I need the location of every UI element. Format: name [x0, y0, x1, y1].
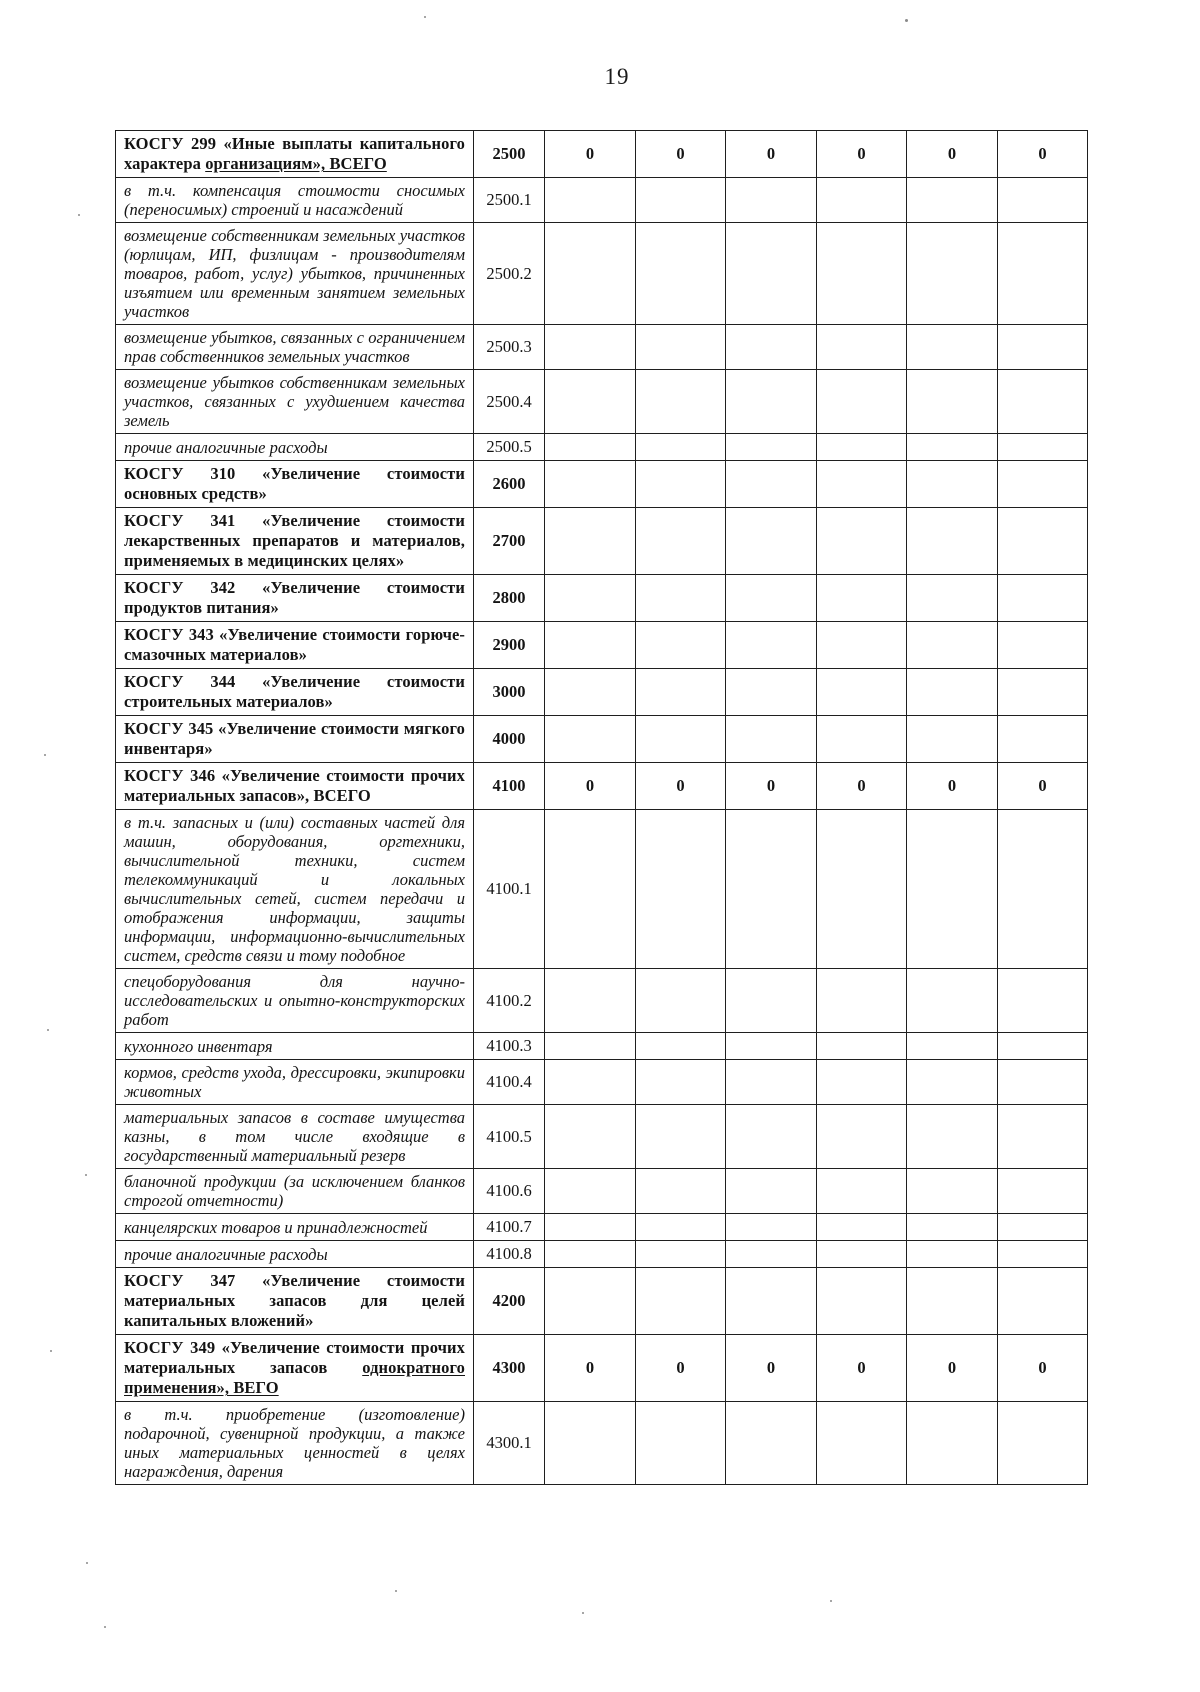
value-cell: 0: [817, 763, 907, 810]
value-cell: [817, 461, 907, 508]
value-cell: [817, 810, 907, 969]
value-cell: [907, 622, 998, 669]
row-label-text: КОСГУ 344 «Увеличение стоимости строительных материалов»: [124, 672, 465, 711]
value-cell: [998, 1241, 1088, 1268]
scan-speck: [47, 1029, 49, 1031]
row-code-cell: 2900: [474, 622, 545, 669]
row-label-cell: [116, 1169, 474, 1214]
value-cell: [817, 1402, 907, 1485]
table-row: [116, 370, 1088, 434]
value-cell: [998, 622, 1088, 669]
row-label-text: канцелярских товаров и принадлежностей: [124, 1217, 428, 1237]
value-cell: [998, 1105, 1088, 1169]
value-cell: 0: [907, 131, 998, 178]
value-cell: [907, 1214, 998, 1241]
value-cell: [817, 1105, 907, 1169]
table-row: [116, 622, 1088, 669]
value-cell: [907, 1105, 998, 1169]
value-cell: 0: [545, 131, 636, 178]
value-cell: [726, 969, 817, 1033]
value-cell: [545, 325, 636, 370]
value-cell: [907, 1033, 998, 1060]
value-cell: [726, 370, 817, 434]
value-cell: [817, 434, 907, 461]
scan-speck: [104, 1626, 106, 1628]
value-cell: 0: [545, 1335, 636, 1402]
value-cell: [998, 575, 1088, 622]
value-cell: [817, 325, 907, 370]
row-label-text: КОСГУ 342 «Увеличение стоимости продуктов питания»: [124, 578, 465, 617]
value-cell: 0: [817, 1335, 907, 1402]
value-cell: [636, 1241, 726, 1268]
table-row: [116, 1335, 1088, 1402]
table-row: [116, 810, 1088, 969]
row-label-cell: [116, 1241, 474, 1268]
row-code-cell: 2800: [474, 575, 545, 622]
value-cell: [636, 810, 726, 969]
row-code-cell: 4100: [474, 763, 545, 810]
value-cell: [636, 1060, 726, 1105]
value-cell: 0: [636, 1335, 726, 1402]
row-code-cell: 4100.6: [474, 1169, 545, 1214]
table-row: [116, 434, 1088, 461]
row-code-cell: 4100.8: [474, 1241, 545, 1268]
row-label-tail: организациям», ВСЕГО: [205, 154, 387, 173]
value-cell: [998, 1060, 1088, 1105]
value-cell: [726, 1402, 817, 1485]
row-code-cell: 2500: [474, 131, 545, 178]
value-cell: [545, 1169, 636, 1214]
value-cell: [726, 575, 817, 622]
value-cell: [998, 223, 1088, 325]
row-code-cell: 4300.1: [474, 1402, 545, 1485]
value-cell: [545, 1105, 636, 1169]
row-label-text: КОСГУ 341 «Увеличение стоимости лекарственных препаратов и материалов, применяемых в медицинских целях»: [124, 511, 465, 570]
scan-speck: [395, 1590, 397, 1592]
table-row: [116, 1105, 1088, 1169]
value-cell: [636, 370, 726, 434]
row-label-text: КОСГУ 299 «Иные выплаты капитального характера: [124, 134, 465, 173]
value-cell: [545, 716, 636, 763]
row-label-text: КОСГУ 346 «Увеличение стоимости прочих материальных запасов», ВСЕГО: [124, 766, 465, 805]
value-cell: [726, 461, 817, 508]
table-row: [116, 178, 1088, 223]
value-cell: [998, 1214, 1088, 1241]
value-cell: [545, 1060, 636, 1105]
value-cell: 0: [726, 1335, 817, 1402]
value-cell: [726, 1033, 817, 1060]
row-label-text: в т.ч. приобретение (изготовление) подарочной, сувенирной продукции, а также иных материальных ценностей в целях награждения, дарения: [124, 1405, 465, 1481]
value-cell: [998, 1402, 1088, 1485]
value-cell: [545, 1268, 636, 1335]
table-row: [116, 223, 1088, 325]
row-label-cell: [116, 575, 474, 622]
row-code-cell: 2600: [474, 461, 545, 508]
value-cell: [545, 575, 636, 622]
value-cell: [636, 461, 726, 508]
value-cell: [636, 178, 726, 223]
value-cell: [907, 1268, 998, 1335]
row-code-cell: 4200: [474, 1268, 545, 1335]
value-cell: [726, 1105, 817, 1169]
table-row: [116, 763, 1088, 810]
value-cell: [545, 1033, 636, 1060]
value-cell: [636, 716, 726, 763]
value-cell: [998, 1033, 1088, 1060]
kosgu-table-body: [116, 131, 1088, 1485]
row-label-cell: [116, 810, 474, 969]
table-row: [116, 131, 1088, 178]
row-label-cell: [116, 763, 474, 810]
table-row: [116, 325, 1088, 370]
scan-speck: [50, 1350, 52, 1352]
value-cell: [907, 461, 998, 508]
scan-speck: [582, 1612, 584, 1614]
value-cell: 0: [998, 763, 1088, 810]
value-cell: [817, 1060, 907, 1105]
value-cell: [817, 370, 907, 434]
value-cell: [998, 810, 1088, 969]
row-code-cell: 4100.3: [474, 1033, 545, 1060]
value-cell: [817, 575, 907, 622]
row-label-text: в т.ч. запасных и (или) составных частей для машин, оборудования, оргтехники, вычислительной техники, систем телекоммуникаций и локальных вычислительных сетей, систем передачи и отображения информации, защиты информации, информационно-вычислительных систем, средств связи и тому подобное: [124, 813, 465, 965]
value-cell: [726, 508, 817, 575]
value-cell: [998, 669, 1088, 716]
value-cell: 0: [998, 131, 1088, 178]
row-label-cell: [116, 370, 474, 434]
value-cell: [907, 434, 998, 461]
value-cell: [726, 178, 817, 223]
scan-speck: [85, 1174, 87, 1176]
value-cell: [907, 223, 998, 325]
table-row: [116, 1241, 1088, 1268]
value-cell: [726, 1169, 817, 1214]
table-row: [116, 716, 1088, 763]
value-cell: [726, 434, 817, 461]
value-cell: [907, 325, 998, 370]
table-row: [116, 1033, 1088, 1060]
value-cell: [817, 178, 907, 223]
table-row: [116, 461, 1088, 508]
scan-speck: [905, 19, 908, 22]
value-cell: [545, 622, 636, 669]
row-code-cell: 4100.1: [474, 810, 545, 969]
value-cell: [636, 1402, 726, 1485]
table-row: [116, 969, 1088, 1033]
value-cell: [726, 1214, 817, 1241]
value-cell: [545, 1214, 636, 1241]
row-label-cell: [116, 669, 474, 716]
row-label-tail: однократного применения», ВЕГО: [124, 1358, 465, 1397]
row-label-cell: [116, 325, 474, 370]
table-row: [116, 1268, 1088, 1335]
value-cell: [998, 434, 1088, 461]
value-cell: [817, 622, 907, 669]
value-cell: [636, 1268, 726, 1335]
value-cell: [726, 1060, 817, 1105]
value-cell: [636, 1214, 726, 1241]
row-label-cell: [116, 1060, 474, 1105]
value-cell: [907, 969, 998, 1033]
row-label-cell: [116, 223, 474, 325]
value-cell: [817, 716, 907, 763]
value-cell: [998, 969, 1088, 1033]
value-cell: [998, 461, 1088, 508]
row-label-cell: [116, 1335, 474, 1402]
value-cell: [636, 325, 726, 370]
value-cell: [726, 622, 817, 669]
value-cell: [817, 669, 907, 716]
page-number: 19: [604, 64, 630, 89]
value-cell: [907, 810, 998, 969]
value-cell: [636, 1169, 726, 1214]
value-cell: [907, 1169, 998, 1214]
row-label-text: кормов, средств ухода, дрессировки, экипировки животных: [124, 1063, 465, 1101]
value-cell: [907, 669, 998, 716]
value-cell: [907, 1060, 998, 1105]
value-cell: [545, 508, 636, 575]
value-cell: [907, 370, 998, 434]
value-cell: 0: [545, 763, 636, 810]
value-cell: [817, 969, 907, 1033]
row-label-cell: [116, 622, 474, 669]
value-cell: [545, 1402, 636, 1485]
row-code-cell: 2500.2: [474, 223, 545, 325]
value-cell: [817, 1268, 907, 1335]
value-cell: [907, 575, 998, 622]
value-cell: [907, 716, 998, 763]
row-code-cell: 3000: [474, 669, 545, 716]
value-cell: [817, 223, 907, 325]
row-code-cell: 4100.2: [474, 969, 545, 1033]
row-label-text: спецоборудования для научно-исследовательских и опытно-конструкторских работ: [124, 972, 465, 1029]
value-cell: [636, 1033, 726, 1060]
scan-speck: [86, 1562, 88, 1564]
row-label-cell: [116, 1033, 474, 1060]
value-cell: 0: [907, 1335, 998, 1402]
value-cell: [545, 223, 636, 325]
row-code-cell: 4100.5: [474, 1105, 545, 1169]
table-row: [116, 1402, 1088, 1485]
value-cell: [998, 1268, 1088, 1335]
value-cell: 0: [636, 131, 726, 178]
table-row: [116, 575, 1088, 622]
value-cell: [998, 325, 1088, 370]
value-cell: [817, 508, 907, 575]
row-label-text: возмещение собственникам земельных участков (юрлицам, ИП, физлицам - производителям товаров, работ, услуг) убытков, причиненных изъятием или временным занятием земельных участков: [124, 226, 465, 321]
value-cell: [907, 1241, 998, 1268]
value-cell: [726, 1241, 817, 1268]
value-cell: [636, 575, 726, 622]
value-cell: [545, 1241, 636, 1268]
value-cell: [636, 434, 726, 461]
row-label-cell: [116, 1214, 474, 1241]
value-cell: [545, 810, 636, 969]
table-row: [116, 1214, 1088, 1241]
value-cell: [545, 370, 636, 434]
kosgu-table: [115, 130, 1088, 1485]
row-label-cell: [116, 1268, 474, 1335]
value-cell: [907, 178, 998, 223]
value-cell: [907, 508, 998, 575]
value-cell: [907, 1402, 998, 1485]
row-code-cell: 2500.5: [474, 434, 545, 461]
table-row: [116, 669, 1088, 716]
row-code-cell: 2500.1: [474, 178, 545, 223]
value-cell: [726, 716, 817, 763]
value-cell: [636, 508, 726, 575]
row-label-text: кухонного инвентаря: [124, 1036, 273, 1056]
value-cell: [998, 716, 1088, 763]
row-label-text: КОСГУ 343 «Увеличение стоимости горюче-смазочных материалов»: [124, 625, 465, 664]
value-cell: [636, 1105, 726, 1169]
row-label-text: в т.ч. компенсация стоимости сносимых (переносимых) строений и насаждений: [124, 181, 465, 219]
row-label-text: прочие аналогичные расходы: [124, 1244, 328, 1264]
value-cell: [998, 508, 1088, 575]
value-cell: 0: [726, 763, 817, 810]
row-label-text: КОСГУ 310 «Увеличение стоимости основных средств»: [124, 464, 465, 503]
value-cell: [636, 223, 726, 325]
table-row: [116, 508, 1088, 575]
row-label-cell: [116, 131, 474, 178]
row-label-cell: [116, 716, 474, 763]
row-label-cell: [116, 508, 474, 575]
row-label-text: материальных запасов в составе имущества казны, в том числе входящие в государственный материальный резерв: [124, 1108, 465, 1165]
value-cell: [636, 669, 726, 716]
value-cell: [545, 669, 636, 716]
row-label-cell: [116, 1105, 474, 1169]
value-cell: 0: [726, 131, 817, 178]
row-label-text: КОСГУ 345 «Увеличение стоимости мягкого инвентаря»: [124, 719, 465, 758]
scan-speck: [44, 754, 46, 756]
row-label-cell: [116, 434, 474, 461]
value-cell: [726, 810, 817, 969]
value-cell: [998, 178, 1088, 223]
value-cell: 0: [636, 763, 726, 810]
value-cell: [817, 1033, 907, 1060]
scan-speck: [830, 1600, 832, 1602]
value-cell: [998, 370, 1088, 434]
value-cell: [817, 1241, 907, 1268]
row-code-cell: 2500.3: [474, 325, 545, 370]
row-code-cell: 4100.7: [474, 1214, 545, 1241]
value-cell: [726, 223, 817, 325]
row-code-cell: 2500.4: [474, 370, 545, 434]
value-cell: [636, 622, 726, 669]
value-cell: 0: [907, 763, 998, 810]
row-label-cell: [116, 461, 474, 508]
table-row: [116, 1060, 1088, 1105]
row-label-cell: [116, 1402, 474, 1485]
table-row: [116, 1169, 1088, 1214]
row-label-cell: [116, 969, 474, 1033]
row-label-text: КОСГУ 347 «Увеличение стоимости материальных запасов для целей капитальных вложений»: [124, 1271, 465, 1330]
row-code-cell: 4000: [474, 716, 545, 763]
value-cell: [545, 461, 636, 508]
row-label-text: прочие аналогичные расходы: [124, 437, 328, 457]
scan-speck: [424, 16, 426, 18]
row-code-cell: 2700: [474, 508, 545, 575]
value-cell: 0: [817, 131, 907, 178]
row-code-cell: 4300: [474, 1335, 545, 1402]
row-label-text: КОСГУ 349 «Увеличение стоимости прочих материальных запасов: [124, 1338, 465, 1377]
row-label-cell: [116, 178, 474, 223]
value-cell: [726, 669, 817, 716]
value-cell: [726, 325, 817, 370]
row-label-text: бланочной продукции (за исключением бланков строгой отчетности): [124, 1172, 465, 1210]
value-cell: [726, 1268, 817, 1335]
value-cell: [545, 969, 636, 1033]
row-code-cell: 4100.4: [474, 1060, 545, 1105]
value-cell: [817, 1214, 907, 1241]
value-cell: [545, 434, 636, 461]
row-label-text: возмещение убытков собственникам земельных участков, связанных с ухудшением качества земель: [124, 373, 465, 430]
value-cell: 0: [998, 1335, 1088, 1402]
value-cell: [998, 1169, 1088, 1214]
value-cell: [545, 178, 636, 223]
value-cell: [817, 1169, 907, 1214]
value-cell: [636, 969, 726, 1033]
row-label-text: возмещение убытков, связанных с ограничением прав собственников земельных участков: [124, 328, 465, 366]
scan-speck: [78, 214, 80, 216]
